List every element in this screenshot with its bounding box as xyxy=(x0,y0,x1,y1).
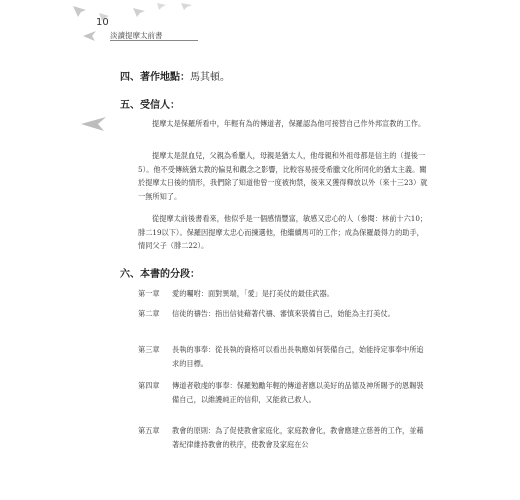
bird-decoration-icon xyxy=(82,30,98,42)
paragraph-text: 提摩太是保羅所看中，年輕有為的傳道者，保羅認為他可接替自己作外邦宣教的工作。 xyxy=(152,119,426,128)
bird-decoration-icon xyxy=(132,6,148,18)
bird-decoration-icon xyxy=(80,116,110,132)
chapter-label: 第四章 xyxy=(138,381,160,390)
chapter-item xyxy=(138,307,428,321)
section-heading-outline xyxy=(120,265,200,280)
chapter-label: 第五章 xyxy=(138,426,160,435)
chapter-text: 長執的事奉：從長執的資格可以看出長執應如何裝備自己，始能持定事奉中所追求的目標。 xyxy=(172,345,424,368)
chapter-item xyxy=(138,424,428,451)
paragraph xyxy=(138,212,428,253)
bird-decoration-icon xyxy=(156,2,168,11)
running-title: 淡讀提摩太前書 xyxy=(110,31,163,40)
section-heading-location xyxy=(120,68,230,83)
paragraph xyxy=(138,149,428,203)
chapter-text: 教會的原則：為了促使教會家庭化，家庭教會化，教會應建立慈善的工作，並藉著紀律維持教會的秩序，使教會及家庭在公 xyxy=(172,426,424,449)
paragraph xyxy=(138,117,428,131)
page-number: 10 xyxy=(96,17,109,28)
bird-decoration-icon xyxy=(72,4,92,18)
bird-decoration-icon xyxy=(180,2,194,11)
section-heading-label: 四、著作地點： xyxy=(120,72,190,83)
chapter-item xyxy=(138,379,428,406)
chapter-label: 第二章 xyxy=(138,309,160,318)
chapter-item xyxy=(138,287,428,301)
header-rule xyxy=(110,40,198,41)
paragraph-text: 從提摩太前後書看來，他似乎是一個感情豐富，敏感又忠心的人（參閱：林前十六10；腓二19以下）。保羅因提摩太忠心而揀選他，他繼續馬可的工作；成為保羅最得力的助手，情同父子（腓二22）。 xyxy=(138,214,428,250)
chapter-text: 信徒的禱告：指出信徒藉著代禱、審慎來裝備自己，始能為主打美仗。 xyxy=(172,309,395,318)
paragraph-text: 提摩太是混血兒，父親為希臘人，母親是猶太人，他母親和外祖母都是信主的（提後一5）。他不受傳統猶太教的偏見和觀念之影響，比較容易接受希臘文化所同化的猶太主義。關於提摩太日後的情形，我們除了知道他曾一度被拘禁，後來又獲得釋放以外（來十三23）就一無所知了。 xyxy=(138,151,428,201)
section-heading-recipient xyxy=(120,96,180,111)
chapter-label: 第一章 xyxy=(138,289,160,298)
chapter-item xyxy=(138,343,428,370)
section-heading-label: 六、本書的分段： xyxy=(120,269,200,280)
section-heading-value: 馬其頓。 xyxy=(190,72,230,83)
section-heading-label: 五、受信人： xyxy=(120,100,180,111)
chapter-text: 傳道者敬虔的事奉：保羅勉勵年輕的傳道者應以美好的品德及神所賜予的恩賜裝備自己，以維護純正的信仰，又能救己救人。 xyxy=(172,381,424,404)
chapter-label: 第三章 xyxy=(138,345,160,354)
chapter-text: 愛的囑咐：面對異端，「愛」是打美仗的最佳武器。 xyxy=(172,289,334,298)
